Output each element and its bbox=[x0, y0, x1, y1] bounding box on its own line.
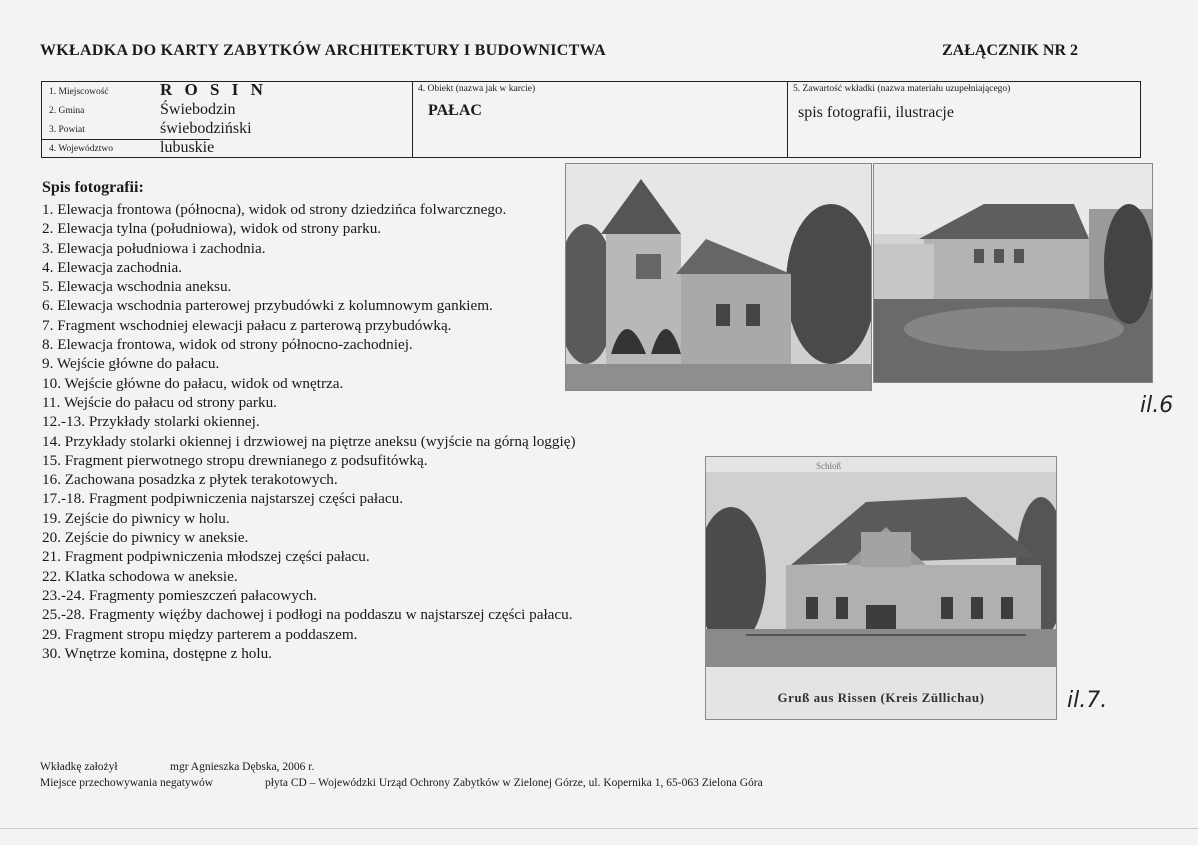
town-label: 1. Miejscowość bbox=[49, 87, 109, 97]
list-item: 14. Przykłady stolarki okiennej i drzwiowej na piętrze aneksu (wyjście na górną loggię) bbox=[42, 432, 576, 450]
town-value: R O S I N bbox=[160, 80, 267, 99]
list-item: 17.-18. Fragment podpiwniczenia najstarszej części pałacu. bbox=[42, 490, 403, 508]
footer-storage bbox=[40, 777, 763, 789]
list-item: 2. Elewacja tylna (południowa), widok od strony parku. bbox=[42, 220, 382, 238]
contents-label: 5. Zawartość wkładki (nazwa materiału uzupełniającego) bbox=[793, 84, 1011, 94]
page-edge-line bbox=[0, 828, 1198, 829]
historic-photo-palace-garden bbox=[873, 163, 1153, 383]
list-item: 22. Klatka schodowa w aneksie. bbox=[42, 567, 238, 585]
storage-value: płyta CD – Wojewódzki Urząd Ochrony Zabytków w Zielonej Górze, ul. Kopernika 1, 65-063 Zielona Góra bbox=[265, 777, 763, 789]
object-label: 4. Obiekt (nazwa jak w karcie) bbox=[418, 84, 536, 94]
document-title: WKŁADKA DO KARTY ZABYTKÓW ARCHITEKTURY I BUDOWNICTWA bbox=[40, 42, 606, 59]
location-row-town bbox=[42, 82, 412, 101]
voivodeship-label: 4. Województwo bbox=[49, 144, 113, 154]
location-row-county bbox=[42, 120, 412, 139]
commune-label: 2. Gmina bbox=[49, 106, 85, 116]
list-item: 25.-28. Fragmenty więźby dachowej i podłogi na poddaszu w najstarszej części pałacu. bbox=[42, 606, 573, 624]
list-item: 1. Elewacja frontowa (północna), widok od strony dziedzińca folwarcznego. bbox=[42, 201, 507, 218]
handwritten-note-il6: il.6 bbox=[1140, 393, 1174, 418]
contents-value: spis fotografii, ilustracje bbox=[798, 104, 954, 121]
voivodeship-value: lubuskie bbox=[160, 139, 215, 156]
list-item: 6. Elewacja wschodnia parterowej przybudówki z kolumnowym gankiem. bbox=[42, 297, 493, 315]
photo-list-title: Spis fotografii: bbox=[42, 179, 144, 196]
list-item: 15. Fragment pierwotnego stropu drewnianego z podsufitówką. bbox=[42, 451, 428, 469]
list-item: 5. Elewacja wschodnia aneksu. bbox=[42, 278, 232, 296]
commune-value: Świebodzin bbox=[160, 101, 236, 118]
list-item: 9. Wejście główne do pałacu. bbox=[42, 355, 220, 373]
storage-label: Miejsce przechowywania negatywów bbox=[40, 777, 214, 789]
location-cell bbox=[42, 82, 413, 157]
contents-cell bbox=[787, 82, 1140, 157]
footer-author bbox=[40, 761, 315, 773]
historic-postcard bbox=[705, 456, 1057, 720]
author-value: mgr Agnieszka Dębska, 2006 r. bbox=[170, 761, 315, 773]
object-cell bbox=[412, 82, 788, 157]
postcard-top-text: Schloß bbox=[816, 461, 842, 471]
list-item: 29. Fragment stropu między parterem a poddaszem. bbox=[42, 625, 358, 643]
list-item: 4. Elewacja zachodnia. bbox=[42, 258, 182, 276]
historic-photo-palace-tower bbox=[565, 163, 872, 391]
attachment-number: ZAŁĄCZNIK NR 2 bbox=[942, 42, 1079, 59]
list-item: 16. Zachowana posadzka z płytek terakotowych. bbox=[42, 471, 338, 489]
location-row-voivodeship bbox=[42, 139, 412, 158]
list-item: 10. Wejście główne do pałacu, widok od wnętrza. bbox=[42, 374, 344, 392]
list-item: 3. Elewacja południowa i zachodnia. bbox=[42, 239, 266, 257]
county-label: 3. Powiat bbox=[49, 125, 85, 135]
row-divider bbox=[42, 139, 210, 140]
list-item: 20. Zejście do piwnicy w aneksie. bbox=[42, 529, 249, 547]
author-label: Wkładkę założył bbox=[40, 761, 118, 773]
list-item: 21. Fragment podpiwniczenia młodszej części pałacu. bbox=[42, 548, 370, 566]
photo-list bbox=[42, 200, 576, 663]
list-item: 12.-13. Przykłady stolarki okiennej. bbox=[42, 413, 260, 431]
postcard-caption: Gruß aus Rissen (Kreis Züllichau) bbox=[777, 690, 985, 705]
location-row-commune bbox=[42, 101, 412, 120]
list-item: 30. Wnętrze komina, dostępne z holu. bbox=[42, 644, 272, 662]
list-item: 8. Elewacja frontowa, widok od strony północno-zachodniej. bbox=[42, 336, 413, 354]
list-item: 19. Zejście do piwnicy w holu. bbox=[42, 509, 230, 527]
list-item: 7. Fragment wschodniej elewacji pałacu z parterową przybudówką. bbox=[42, 316, 452, 334]
handwritten-note-il7: il.7. bbox=[1067, 688, 1108, 713]
object-value: PAŁAC bbox=[428, 102, 482, 119]
county-value: świebodziński bbox=[160, 120, 252, 137]
identification-table bbox=[41, 81, 1141, 158]
list-item: 11. Wejście do pałacu od strony parku. bbox=[42, 393, 277, 411]
list-item: 23.-24. Fragmenty pomieszczeń pałacowych. bbox=[42, 586, 317, 604]
